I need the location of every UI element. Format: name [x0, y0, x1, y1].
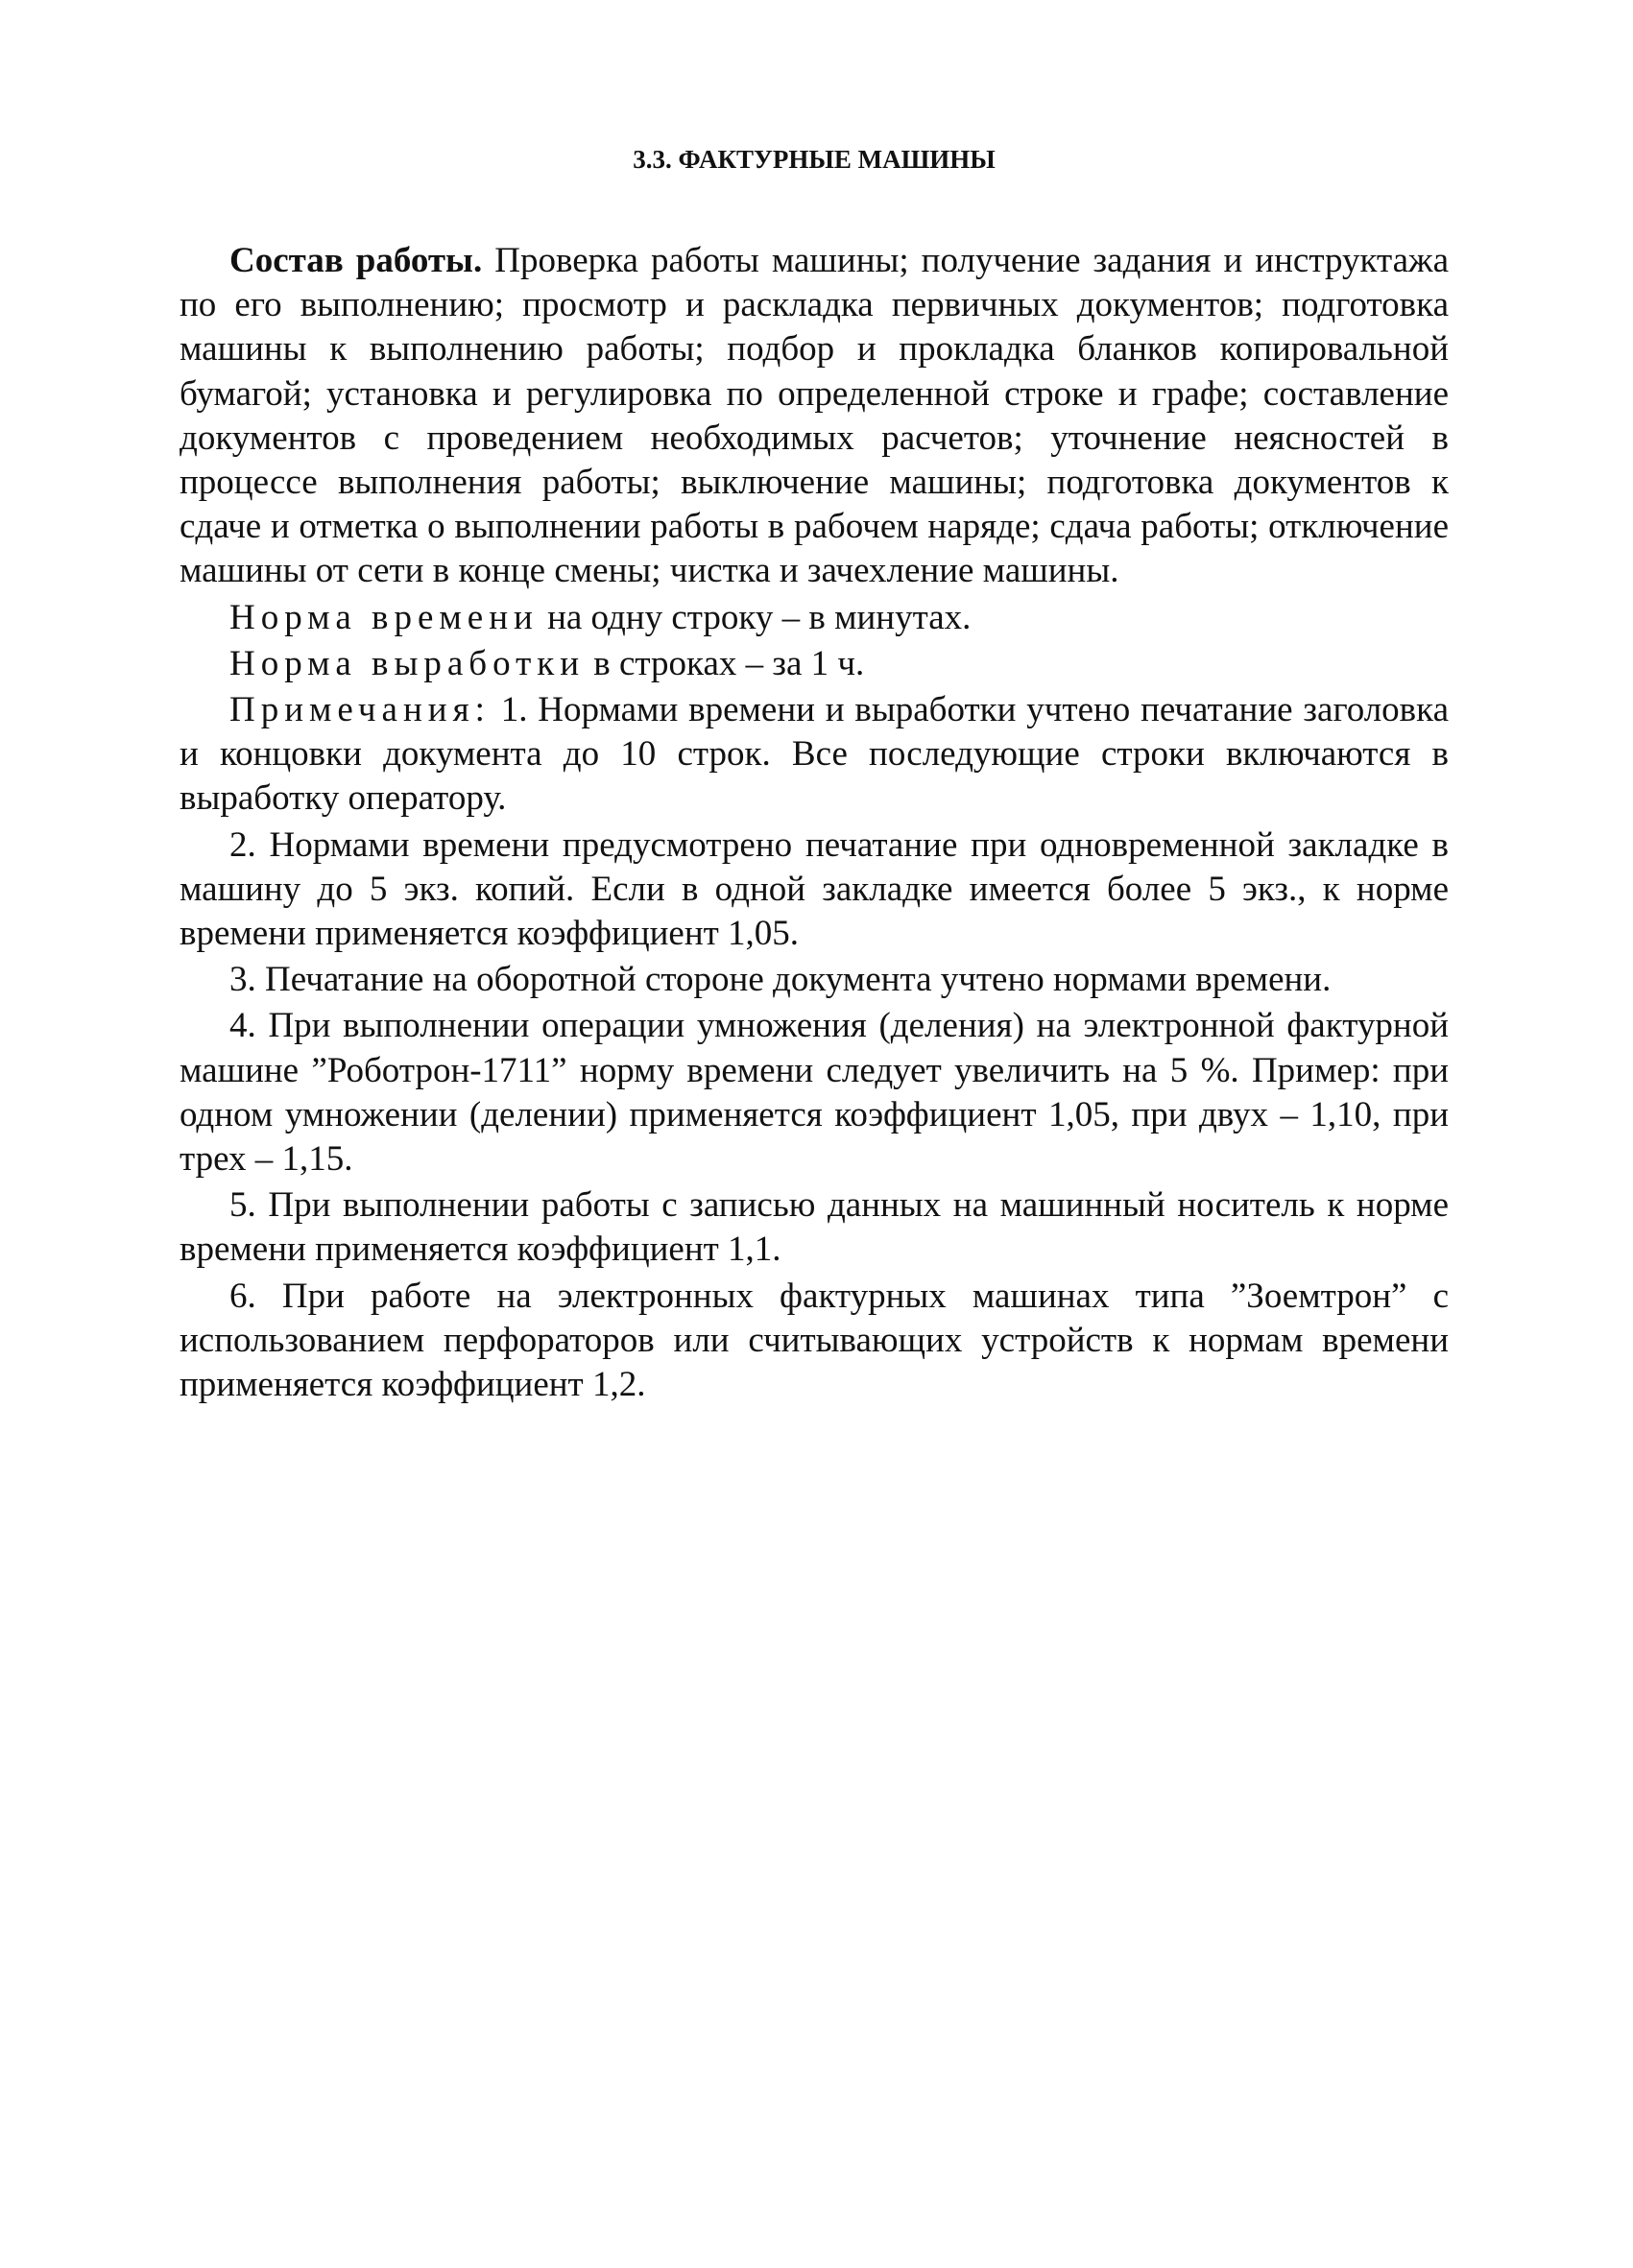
- work-composition-text: Проверка работы машины; получение задания и инструктажа по его выполнению; просмотр и раскладка первичных документов; подготовка машины к выполнению работы; подбор и прокладка бланков копировальной бумагой; установка и регулировка по определенной строке и графе; составление документов с проведением необходимых расчетов; уточнение неясностей в процессе выполнения работы; выключение машины; подготовка документов к сдаче и отметка о выполнении работы в рабочем наряде; сдача работы; отключение машины от сети в конце смены; чистка и зачехление машины.: [180, 241, 1449, 591]
- time-norm-label: Норма времени: [229, 597, 539, 637]
- work-composition-lead: Состав работы.: [229, 241, 483, 280]
- section-title: 3.3. ФАКТУРНЫЕ МАШИНЫ: [633, 145, 996, 174]
- document-content: [180, 142, 1449, 1407]
- time-norm-text: на одну строку – в минутах.: [538, 597, 972, 637]
- output-norm-text: в строках – за 1 ч.: [585, 643, 865, 683]
- note-paragraph-6: 6. При работе на электронных фактурных машинах типа ”Зоемтрон” с использованием перфораторов или считывающих устройств к нормам времени применяется коэффициент 1,2.: [180, 1276, 1449, 1405]
- notes-label: Примечания:: [229, 690, 491, 730]
- note-paragraph-4: 4. При выполнении операции умножения (деления) на электронной фактурной машине ”Роботрон-1711” норму времени следует увеличить на 5 %. Пример: при одном умножении (делении) применяется коэффициент 1,05, при двух – 1,10, при трех – 1,15.: [180, 1006, 1449, 1180]
- output-norm-label: Норма выработки: [229, 643, 586, 683]
- output-norm-paragraph: [180, 642, 1449, 686]
- note-text-1: 1. Нормами времени и выработки учтено печатание заголовка и концовки документа до 10 строк. Все последующие строки включаются в выработку оператору.: [180, 690, 1449, 819]
- work-composition-paragraph: [180, 239, 1449, 594]
- note-paragraph-1: [180, 688, 1449, 822]
- time-norm-paragraph: [180, 596, 1449, 640]
- note-paragraph-2: 2. Нормами времени предусмотрено печатание при одновременной закладке в машину до 5 экз. копий. Если в одной закладке имеется более 5 экз., к норме времени применяется коэффициент 1,05.: [180, 824, 1449, 954]
- note-paragraph-3: 3. Печатание на оборотной стороне документа учтено нормами времени.: [229, 960, 1332, 1000]
- note-paragraph-5: 5. При выполнении работы с записью данных на машинный носитель к норме времени применяется коэффициент 1,1.: [180, 1185, 1449, 1270]
